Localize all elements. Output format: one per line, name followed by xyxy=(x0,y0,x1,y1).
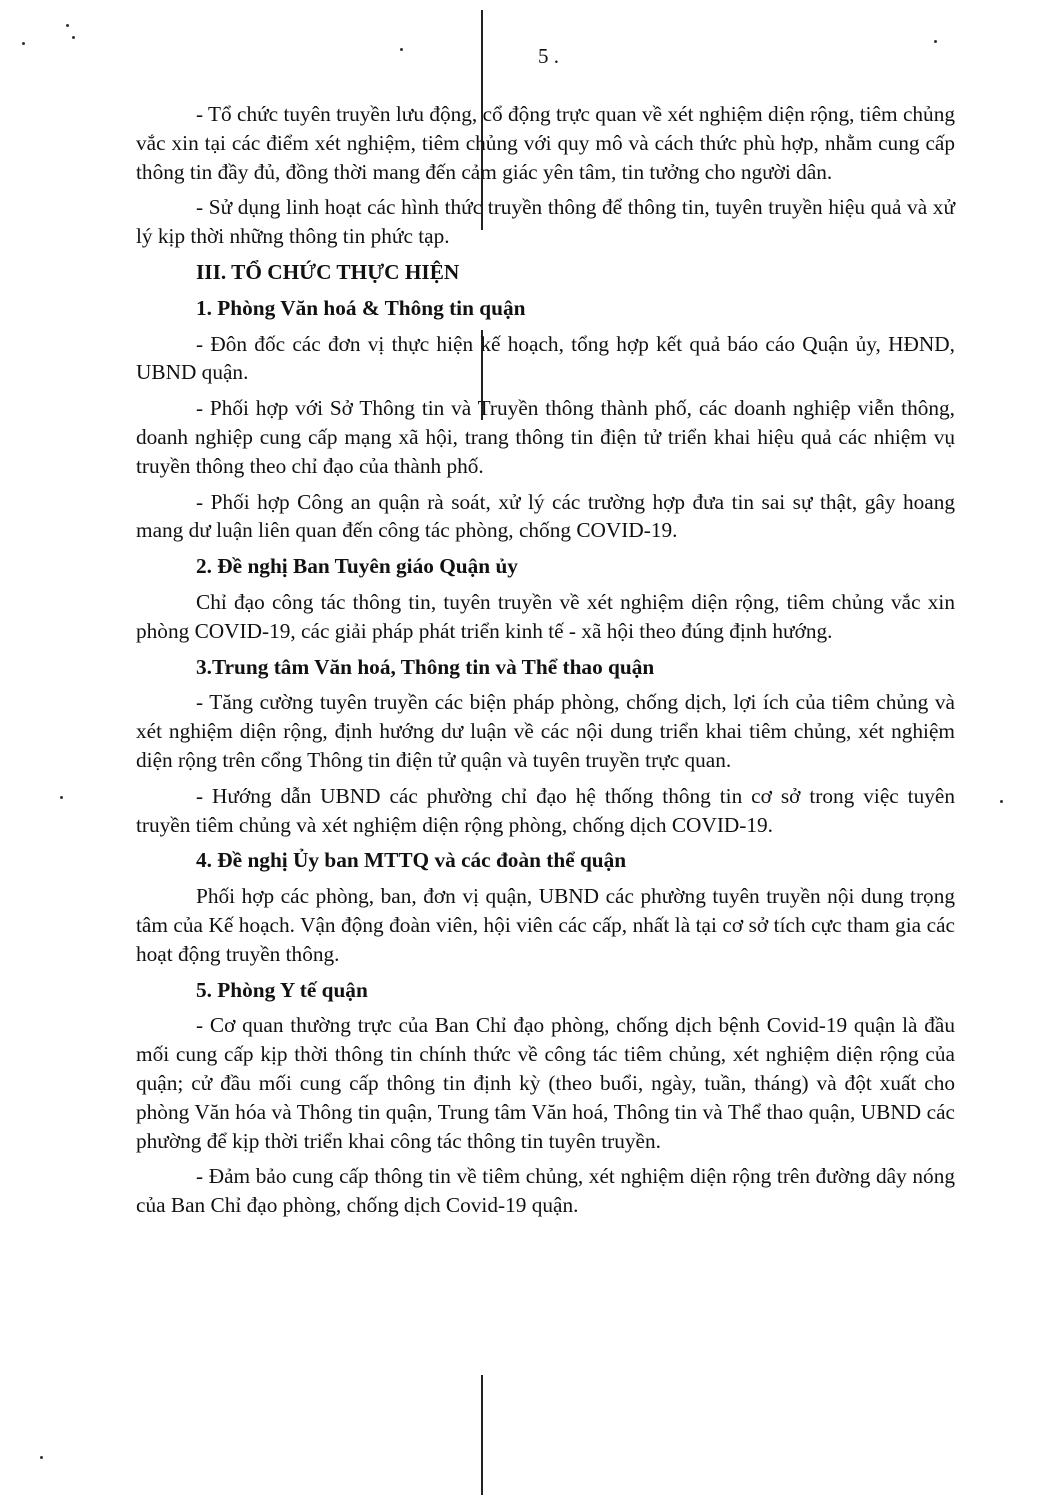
scan-speck xyxy=(72,36,75,39)
scan-speck xyxy=(1000,800,1003,803)
scan-fold-line xyxy=(481,1375,483,1495)
subsection-heading: 3.Trung tâm Văn hoá, Thông tin và Thể thao quận xyxy=(196,654,655,679)
scan-speck xyxy=(400,48,403,51)
paragraph: - Phối hợp với Sở Thông tin và Truyền thông thành phố, các doanh nghiệp viễn thông, doanh nghiệp cung cấp mạng xã hội, trang thông tin điện tử triển khai hiệu quả các nhiệm vụ truyền thông theo chỉ đạo của thành phố. xyxy=(136,396,955,478)
paragraph: - Tổ chức tuyên truyền lưu động, cổ động trực quan về xét nghiệm diện rộng, tiêm chủng vắc xin tại các điểm xét nghiệm, tiêm chủng với quy mô và cách thức phù hợp, nhằm cung cấp thông tin đầy đủ, đồng thời mang đến cảm giác yên tâm, tin tưởng cho người dân. xyxy=(136,102,955,184)
paragraph: - Phối hợp Công an quận rà soát, xử lý các trường hợp đưa tin sai sự thật, gây hoang mang dư luận liên quan đến công tác phòng, chống COVID-19. xyxy=(136,489,955,543)
paragraph: - Hướng dẫn UBND các phường chỉ đạo hệ thống thông tin cơ sở trong việc tuyên truyền tiêm chủng và xét nghiệm diện rộng phòng, chống dịch COVID-19. xyxy=(136,783,955,837)
subsection-heading: 1. Phòng Văn hoá & Thông tin quận xyxy=(196,295,526,320)
paragraph: - Tăng cường tuyên truyền các biện pháp phòng, chống dịch, lợi ích của tiêm chủng và xét nghiệm diện rộng, định hướng dư luận về các nội dung triển khai tiêm chủng, xét nghiệm diện rộng trên cổng Thông tin điện tử quận và tuyên truyền trực quan. xyxy=(136,690,955,772)
paragraph: - Đôn đốc các đơn vị thực hiện kế hoạch, tổng hợp kết quả báo cáo Quận ủy, HĐND, UBND quận. xyxy=(136,331,955,385)
paragraph: Phối hợp các phòng, ban, đơn vị quận, UBND các phường tuyên truyền nội dung trọng tâm của Kế hoạch. Vận động đoàn viên, hội viên các cấp, nhất là tại cơ sở tích cực tham gia các hoạt động truyền thông. xyxy=(136,884,955,966)
scan-speck xyxy=(934,40,937,43)
scan-speck xyxy=(60,796,63,799)
paragraph: - Đảm bảo cung cấp thông tin về tiêm chủng, xét nghiệm diện rộng trên đường dây nóng của Ban Chỉ đạo phòng, chống dịch Covid-19 quận. xyxy=(136,1164,955,1218)
document-body xyxy=(136,100,955,1227)
subsection-heading: 2. Đề nghị Ban Tuyên giáo Quận ủy xyxy=(196,554,518,579)
paragraph: - Cơ quan thường trực của Ban Chỉ đạo phòng, chống dịch bệnh Covid-19 quận là đầu mối cung cấp kịp thời thông tin chính thức về công tác tiêm chủng, xét nghiệm diện rộng của quận; cử đầu mối cung cấp thông tin định kỳ (theo buổi, ngày, tuần, tháng) và đột xuất cho phòng Văn hóa và Thông tin quận, Trung tâm Văn hoá, Thông tin và Thể thao quận, UBND các phường để kịp thời triển khai công tác thông tin tuyên truyền. xyxy=(136,1013,955,1153)
paragraph: - Sử dụng linh hoạt các hình thức truyền thông để thông tin, tuyên truyền hiệu quả và xử lý kịp thời những thông tin phức tạp. xyxy=(136,195,955,249)
page-number: 5 . xyxy=(538,44,559,68)
paragraph: Chỉ đạo công tác thông tin, tuyên truyền về xét nghiệm diện rộng, tiêm chủng vắc xin phòng COVID-19, các giải pháp phát triển kinh tế - xã hội theo đúng định hướng. xyxy=(136,589,955,643)
scan-speck xyxy=(40,1456,43,1459)
scan-speck xyxy=(66,24,69,27)
subsection-heading: 5. Phòng Y tế quận xyxy=(196,977,368,1002)
subsection-heading: 4. Đề nghị Ủy ban MTTQ và các đoàn thể quận xyxy=(196,848,627,873)
scan-speck xyxy=(22,42,25,45)
section-heading: III. TỔ CHỨC THỰC HIỆN xyxy=(196,259,460,284)
